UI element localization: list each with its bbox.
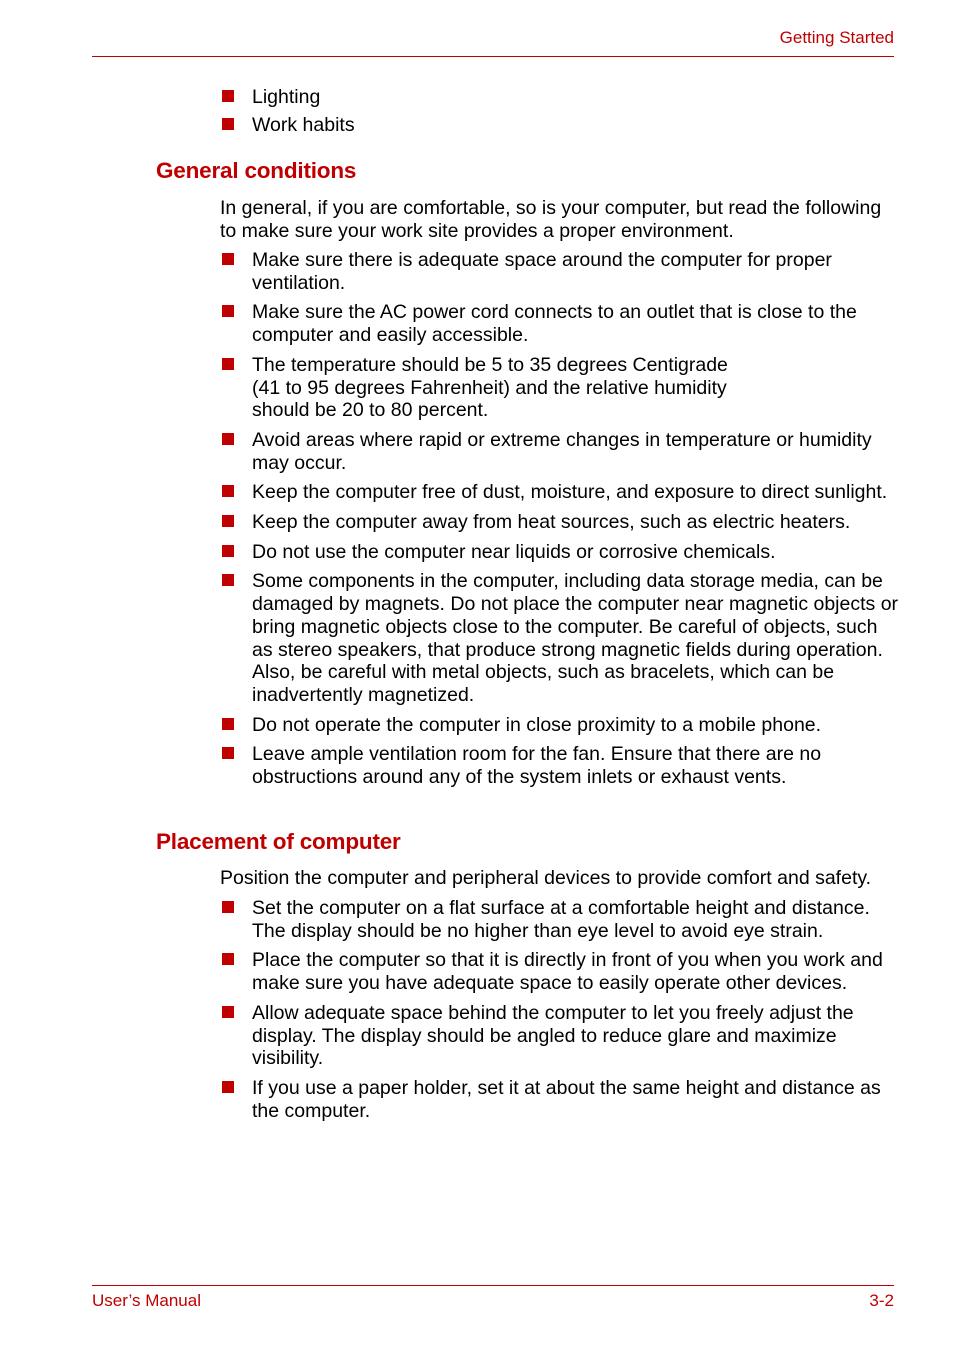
intro-list — [220, 86, 900, 137]
list-item: Make sure there is adequate space around the computer for proper ventilation. — [220, 249, 900, 294]
footer-rule — [92, 1285, 894, 1286]
placement-intro: Position the computer and peripheral devices to provide comfort and safety. — [220, 867, 872, 889]
list-item: Do not operate the computer in close proximity to a mobile phone. — [220, 714, 900, 737]
bullet-icon — [222, 545, 234, 557]
section-heading-placement: Placement of computer — [156, 829, 401, 854]
placement-list — [220, 897, 900, 1122]
bullet-icon — [222, 574, 234, 586]
list-item: Place the computer so that it is directly in front of you when you work and make sure you have adequate space to easily operate other devices. — [220, 949, 900, 994]
bullet-icon — [222, 433, 234, 445]
bullet-icon — [222, 1006, 234, 1018]
section-heading-general: General conditions — [156, 158, 357, 183]
list-item: Keep the computer away from heat sources, such as electric heaters. — [220, 511, 900, 534]
list-item: Avoid areas where rapid or extreme changes in temperature or humidity may occur. — [220, 429, 900, 474]
list-item: Work habits — [220, 114, 900, 137]
general-conditions-list — [220, 249, 900, 789]
bullet-icon — [222, 118, 234, 130]
bullet-icon — [222, 1081, 234, 1093]
page-number: 3-2 — [869, 1291, 894, 1310]
bullet-icon — [222, 485, 234, 497]
bullet-icon — [222, 718, 234, 730]
list-item: Do not use the computer near liquids or corrosive chemicals. — [220, 541, 900, 564]
list-item: Make sure the AC power cord connects to an outlet that is close to the computer and easily accessible. — [220, 301, 900, 346]
bullet-icon — [222, 901, 234, 913]
bullet-icon — [222, 358, 234, 370]
list-item: Lighting — [220, 86, 900, 109]
footer-manual-title: User’s Manual — [92, 1291, 201, 1310]
bullet-icon — [222, 515, 234, 527]
list-item: Leave ample ventilation room for the fan. Ensure that there are no obstructions around any of the system inlets or exhaust vents. — [220, 743, 900, 788]
list-item: Set the computer on a flat surface at a comfortable height and distance. The display should be no higher than eye level to avoid eye strain. — [220, 897, 900, 942]
list-item: Allow adequate space behind the computer to let you freely adjust the display. The display should be angled to reduce glare and maximize visibility. — [220, 1002, 900, 1070]
bullet-icon — [222, 747, 234, 759]
bullet-icon — [222, 305, 234, 317]
header-rule — [92, 56, 894, 57]
general-intro: In general, if you are comfortable, so is your computer, but read the following to make sure your work site provides a proper environment. — [220, 197, 882, 242]
bullet-icon — [222, 90, 234, 102]
bullet-icon — [222, 253, 234, 265]
running-header: Getting Started — [779, 28, 894, 47]
list-item: Keep the computer free of dust, moisture, and exposure to direct sunlight. — [220, 481, 900, 504]
bullet-icon — [222, 953, 234, 965]
list-item: The temperature should be 5 to 35 degrees Centigrade (41 to 95 degrees Fahrenheit) and the relative humidity should be 20 to 80 percent. — [220, 354, 900, 422]
list-item: If you use a paper holder, set it at about the same height and distance as the computer. — [220, 1077, 900, 1122]
list-item: Some components in the computer, including data storage media, can be damaged by magnets. Do not place the computer near magnetic objects or bring magnetic objects close to the computer. Be careful of objects, such as stereo speakers, that produce strong magnetic fields during operation. Also, be careful with metal objects, such as bracelets, which can be inadvertently magnetized. — [220, 570, 900, 706]
